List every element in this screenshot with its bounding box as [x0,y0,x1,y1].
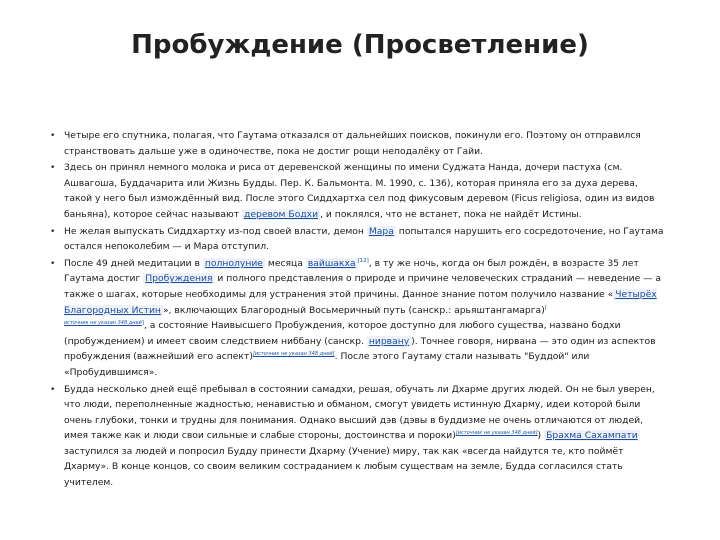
link-vaishakha[interactable]: вайшакха [307,257,356,269]
paragraph-text: Будда несколько дней ещё пребывал в состоянии самадхи, решая, обучать ли Дхарме других людей. Он не был уверен, что люди, переполненные жадностью, ненавистью и обманом, смогут увидеть истинную Дхарму, идеи которой были очень глубоки, тонки и трудны для понимания. Однако высший дэв (дэвы в буддизме не очень отличаются от людей, имея также как и люди свои сильные и слабые стороны, достоинства и пороки) [64,383,655,442]
bullet-list [48,128,668,492]
page-title: Пробуждение (Просветление) [131,30,589,60]
paragraph-text: , и поклялся, что не встанет, пока не найдёт Истины. [320,208,582,220]
list-item [48,382,668,491]
link-full-moon[interactable]: полнолуние [204,257,263,269]
paragraph-text: попытался нарушить его сосредоточение, но Гаутама остался непоколебим — и Мара отступил. [64,225,664,253]
paragraph-text: Здесь он принял немного молока и риса от деревенской женщины по имени Суджата Нанда, дочери пастуха (см. Ашвагоша, Буддачарита или Жизнь Будды. Пер. К. Бальмонта. М. 1990, с. 136), которая приняла его за духа дерева, такой у него был измождённый вид. После этого Сиддхартха сел под фикусовым деревом (Ficus religiosa, один из видов баньяна), которое сейчас называют [64,162,655,220]
citation-bracket: [ [544,304,547,311]
list-item [48,128,668,159]
paragraph-text: , а состояние Наивысшего Пробуждения, которое доступно для любого существа, названо бодхи (пробуждением) и имеет своим следствием ниббану (санскр. [64,320,621,347]
citation-needed-link[interactable]: [источник не указан 348 дней] [252,351,335,358]
paragraph-text: », включающих Благородный Восьмеричный путь (санскр.: арьяштангамарга) [162,304,545,316]
list-item [48,256,668,381]
list-item [48,160,668,222]
paragraph-text: . После этого Гаутаму стали называть "Буддой" или «Пробудившимся». [64,351,590,378]
list-item [48,224,668,255]
link-mara[interactable]: Мара [368,225,394,237]
paragraph-text: ) [537,430,545,442]
paragraph-text: и полного представления о природе и причине человеческих страданий — неведение — а также о шагах, которые необходимы для устранения этой причины. Данное знание потом получило название « [64,273,661,300]
citation-needed-link[interactable]: источник не указан 348 дней [64,320,142,327]
paragraph-text: ). Точнее говоря, нирвана — это один из аспектов пробуждения (важнейший его аспект) [64,335,656,363]
link-four-noble-truths[interactable]: Четырёх Благородных Истин [64,288,657,316]
paragraph-text: , в ту же ночь, когда он был рождён, в возрасте 35 лет Гаутама достиг [64,257,639,285]
link-bodhi-tree[interactable]: деревом Бодхи [244,208,319,220]
paragraph-text: После 49 дней медитации в [64,257,203,269]
footnote-ref[interactable]: [12] [357,257,369,264]
paragraph-text: Не желая выпускать Сиддхартху из-под своей власти, демон [64,225,367,237]
paragraph-text: заступился за людей и попросил Будду принести Дхарму (Учение) миру, так как «всегда найдутся те, кто поймёт Дхарму». В конце концов, со своим великим состраданием к любым существам на земле, Будда согласился стать учителем. [64,445,624,489]
paragraph-text: Четыре его спутника, полагая, что Гаутама отказался от дальнейших поисков, покинули его. Поэтому он отправился странствовать дальше уже в одиночестве, пока не достиг рощи неподалёку от Гайи. [64,130,641,157]
link-brahma-sahampati[interactable]: Брахма Сахампати [546,430,638,442]
link-awakening[interactable]: Пробуждения [145,273,213,285]
citation-bracket: ] [141,320,144,327]
paragraph-text: месяца [264,257,306,269]
link-nirvana[interactable]: нирвану [368,335,410,347]
citation-needed-link[interactable]: [источник не указан 348 дней] [455,430,538,437]
